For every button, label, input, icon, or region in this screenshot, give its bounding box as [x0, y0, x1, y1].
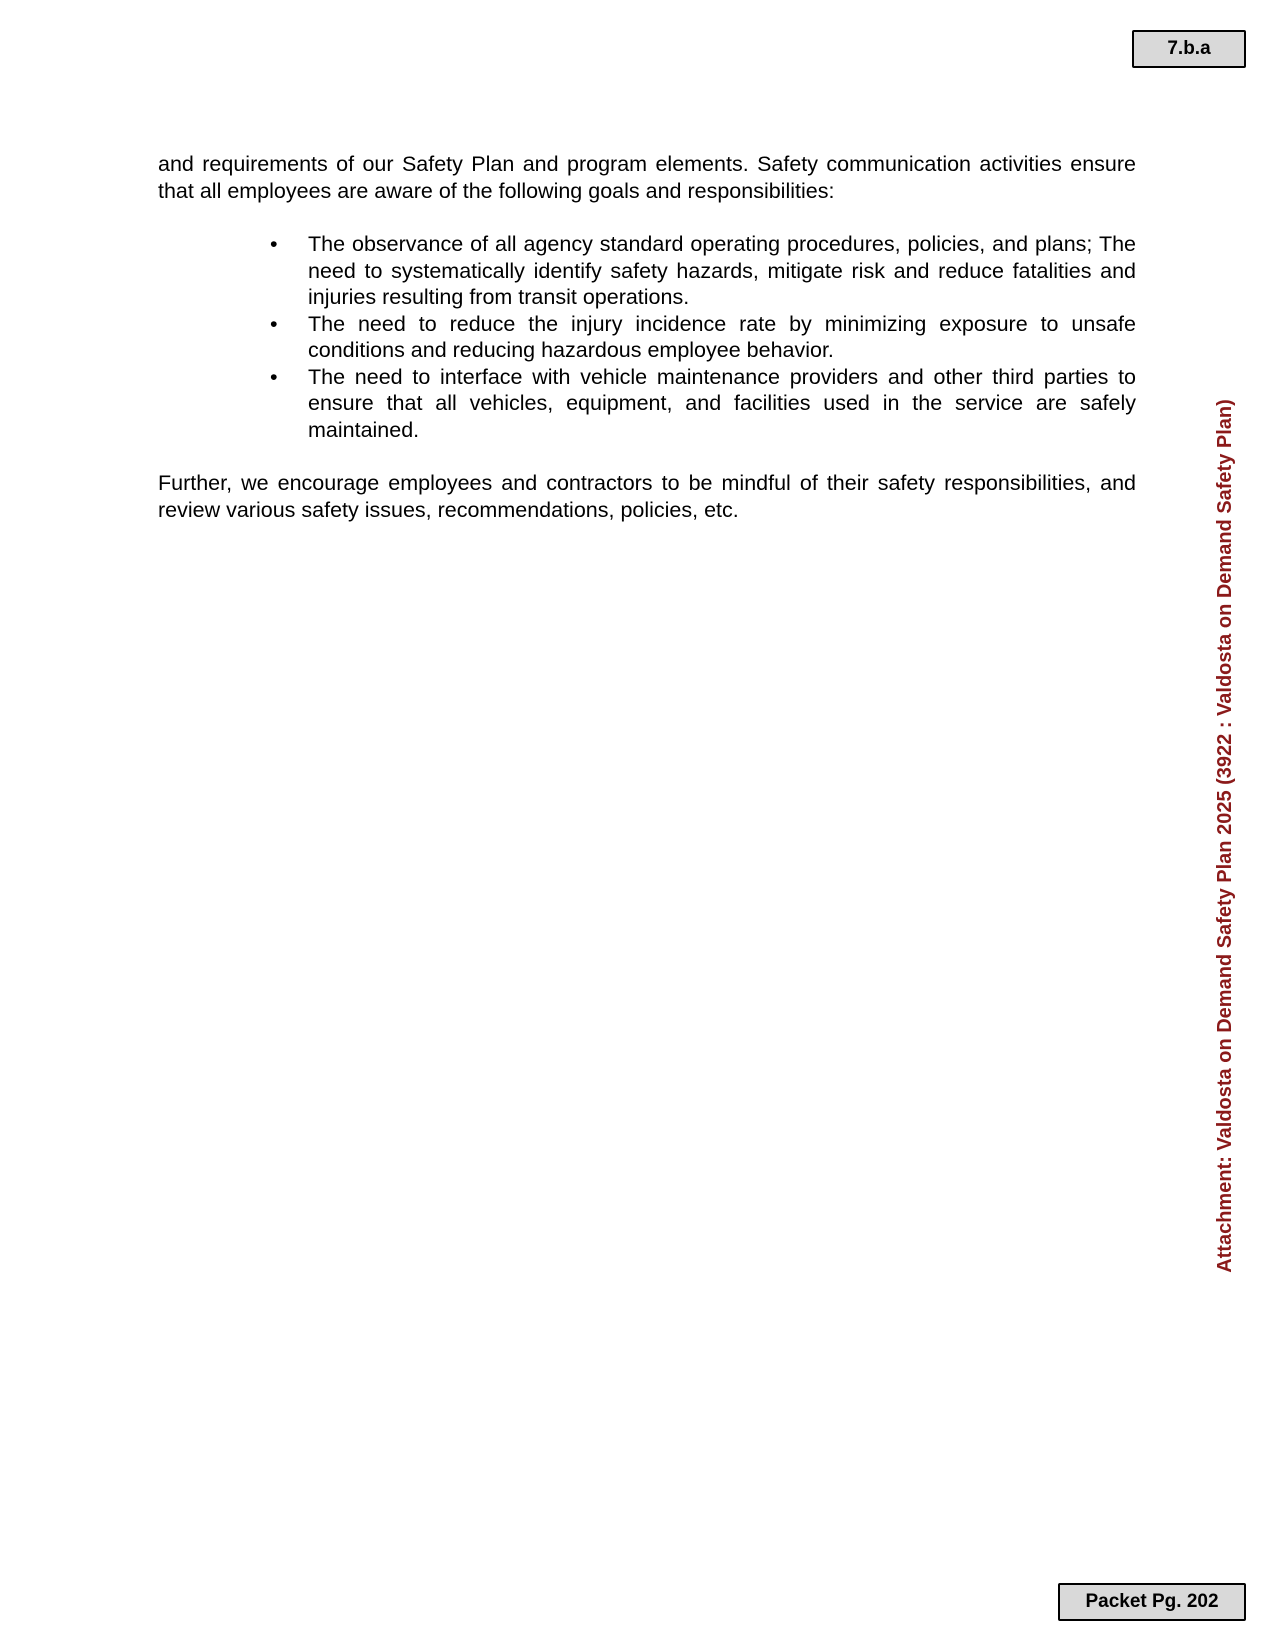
list-item-text: The need to interface with vehicle maintenance providers and other third parties to ensure that all vehicles, equipment, and facilities used in the service are safely maintained. — [308, 364, 1136, 442]
attachment-label: Attachment: Valdosta on Demand Safety Plan 2025 (3922 : Valdosta on Demand Safety Plan) — [1214, 399, 1236, 1273]
list-item-text: The observance of all agency standard operating procedures, policies, and plans; The need to systematically identify safety hazards, mitigate risk and reduce fatalities and injuries resulting from transit operations. — [308, 232, 1136, 309]
list-item — [158, 231, 1136, 311]
list-item-text: The need to reduce the injury incidence rate by minimizing exposure to unsafe conditions and reducing hazardous employee behavior. — [308, 311, 1136, 362]
list-item — [158, 311, 1136, 364]
bullet-icon: • — [270, 311, 278, 336]
packet-page-label: Packet Pg. 202 — [1058, 1583, 1246, 1621]
section-label: 7.b.a — [1132, 30, 1246, 68]
bullet-icon: • — [270, 364, 278, 389]
paragraph-spacer — [158, 443, 1136, 470]
document-body — [158, 151, 1136, 523]
list-item — [158, 364, 1136, 444]
attachment-sidebar — [1210, 376, 1240, 1296]
bullet-icon: • — [270, 232, 278, 256]
closing-paragraph: Further, we encourage employees and contractors to be mindful of their safety responsibilities, and review various safety issues, recommendations, policies, etc. — [158, 471, 1136, 522]
paragraph-spacer — [158, 204, 1136, 231]
goals-list — [158, 231, 1136, 443]
intro-paragraph: and requirements of our Safety Plan and program elements. Safety communication activities ensure that all employees are aware of the following goals and responsibilities: — [158, 152, 1136, 203]
